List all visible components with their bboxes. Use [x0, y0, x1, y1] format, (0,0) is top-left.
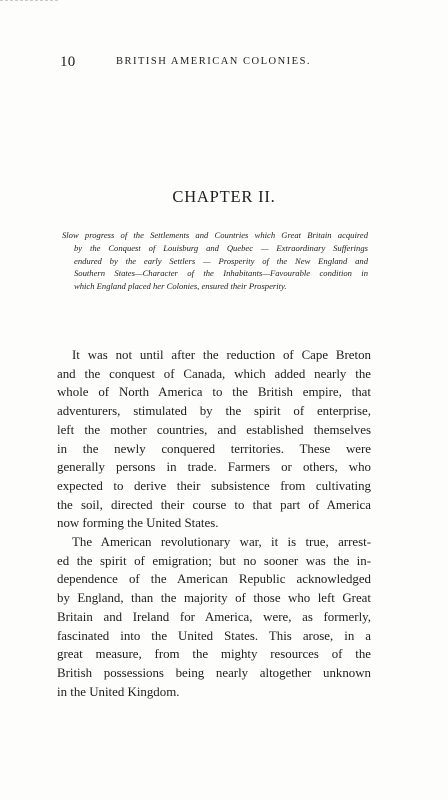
- paragraph-1: [57, 346, 371, 533]
- chapter-heading: CHAPTER II.: [172, 187, 276, 206]
- text-line: adventurers, stimulated by the spirit of enterprise,: [57, 404, 371, 419]
- text-line: in the United Kingdom.: [57, 684, 180, 699]
- text-line: fascinated into the United States. This arose, in a: [57, 628, 371, 643]
- chapter-summary: [62, 229, 368, 293]
- text-line: by England, than the majority of those who left Great: [57, 591, 371, 606]
- paragraph-2: [57, 533, 371, 701]
- summary-line: Southern States—Character of the Inhabitants—Favourable condition in: [74, 268, 368, 279]
- summary-line: by the Conquest of Louisburg and Quebec — Extraordinary Sufferings: [74, 242, 368, 253]
- running-head: [60, 54, 364, 74]
- text-line: in the newly conquered territories. These were: [57, 441, 371, 456]
- text-line: The American revolutionary war, it is true, arrest-: [72, 535, 371, 550]
- page-number: 10: [60, 54, 76, 70]
- text-line: ed the spirit of emigration; but no sooner was the in-: [57, 553, 371, 568]
- running-title: BRITISH AMERICAN COLONIES.: [116, 56, 312, 67]
- summary-line: Slow progress of the Settlements and Countries which Great Britain acquired: [62, 230, 368, 240]
- text-line: It was not until after the reduction of Cape Breton: [72, 348, 371, 362]
- text-line: the soil, directed their course to that part of America: [57, 497, 371, 512]
- text-line: left the mother countries, and established themselves: [57, 422, 371, 437]
- summary-line: which England placed her Colonies, ensured their Prosperity.: [74, 281, 287, 292]
- text-line: dependence of the American Republic acknowledged: [57, 572, 371, 587]
- text-line: whole of North America to the British empire, that: [57, 385, 371, 400]
- text-line: Britain and Ireland for America, were, as formerly,: [57, 609, 371, 624]
- text-line: now forming the United States.: [57, 516, 219, 531]
- text-line: expected to derive their subsistence from cultivating: [57, 478, 371, 493]
- text-line: generally persons in trade. Farmers or others, who: [57, 460, 371, 475]
- body-text: [57, 346, 371, 701]
- scan-edge-mark: [0, 0, 58, 1]
- text-line: British possessions being nearly altogether unknown: [57, 665, 371, 680]
- text-line: great measure, from the mighty resources of the: [57, 647, 371, 662]
- summary-line: endured by the early Settlers — Prosperity of the New England and: [74, 255, 368, 266]
- text-line: and the conquest of Canada, which added nearly the: [57, 366, 371, 381]
